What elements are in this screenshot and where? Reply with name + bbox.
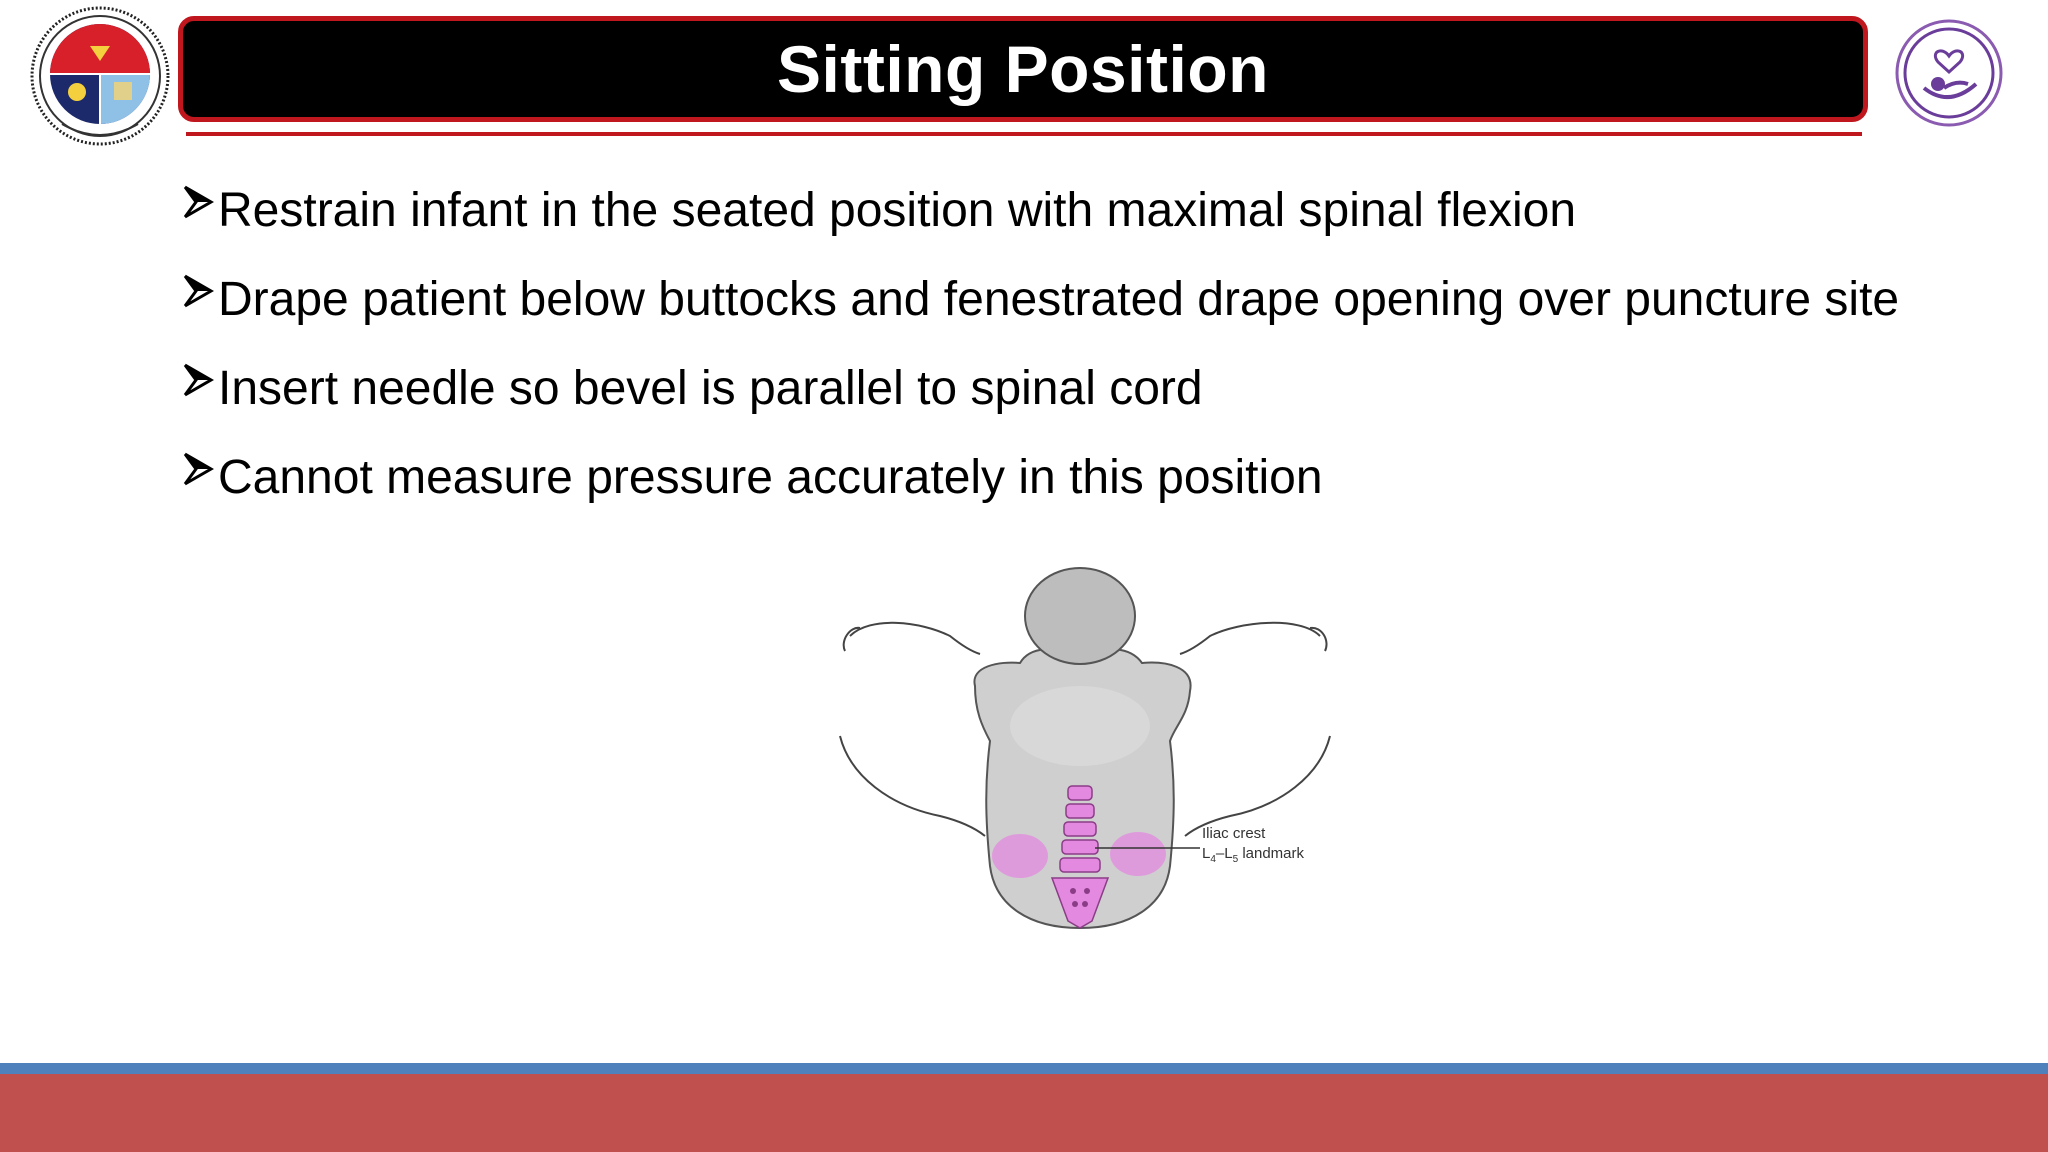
title-bar	[178, 16, 1868, 122]
landmark-sub5: 5	[1232, 854, 1239, 865]
landmark-dash: –L	[1215, 845, 1233, 862]
list-item	[182, 445, 2012, 534]
landmark-rest: landmark	[1238, 845, 1305, 862]
bullet-list	[182, 178, 2012, 534]
bullet-text: Restrain infant in the seated position with maximal spinal flexion	[218, 184, 1577, 237]
arrow-bullet-icon	[182, 451, 218, 492]
bullet-text: Insert needle so bevel is parallel to spinal cord	[218, 362, 1203, 415]
iliac-crest-label: Iliac crest	[1202, 825, 1266, 842]
arrow-bullet-icon	[182, 362, 218, 403]
list-item	[182, 178, 2012, 267]
sitting-position-illustration	[830, 566, 1340, 961]
right-infant-care-logo	[1894, 18, 2004, 128]
title-underline	[186, 132, 1862, 136]
landmark-sub4: 4	[1210, 854, 1216, 865]
left-crest-logo	[30, 6, 170, 146]
landmark-l4: L	[1202, 845, 1211, 862]
bullet-text: Drape patient below buttocks and fenestrated drape opening over puncture site	[218, 273, 1900, 326]
arrow-bullet-icon	[182, 184, 218, 225]
landmark-label	[1202, 845, 1305, 865]
arrow-bullet-icon	[182, 273, 218, 314]
footer-blue-band	[0, 1063, 2048, 1074]
footer-red-band	[0, 1074, 2048, 1152]
list-item	[182, 356, 2012, 445]
bullet-text: Cannot measure pressure accurately in this position	[218, 451, 1323, 504]
slide-title: Sitting Position	[777, 32, 1269, 106]
list-item	[182, 267, 2012, 356]
